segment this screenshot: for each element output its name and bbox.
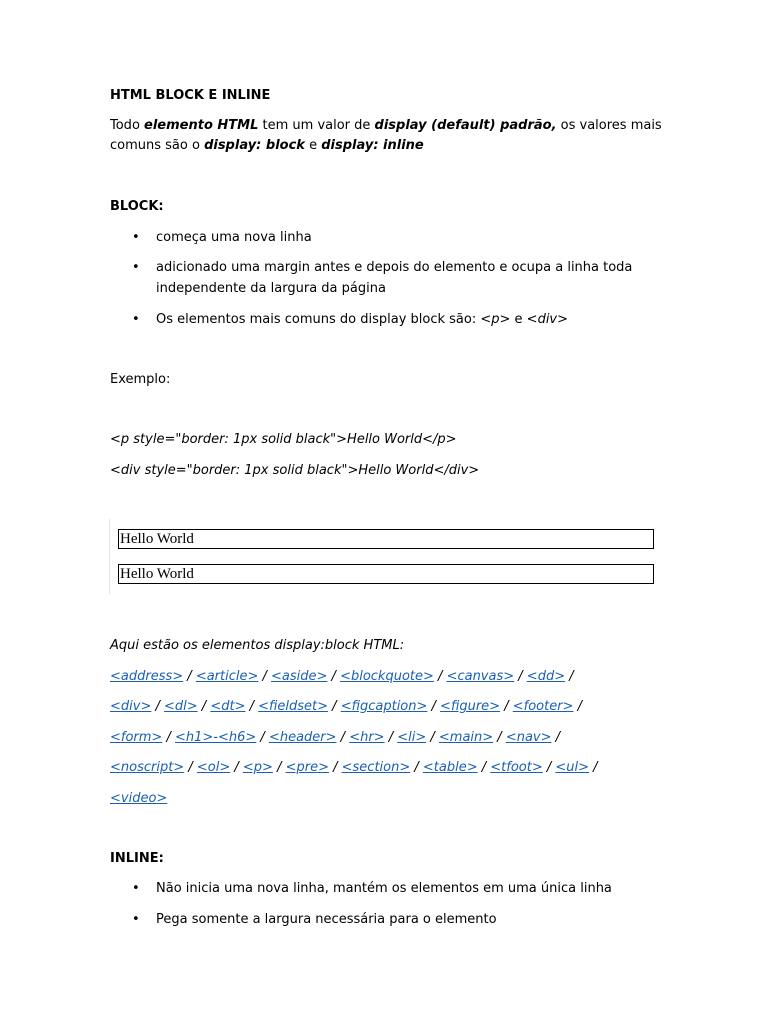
element-link[interactable]: <form> [110,730,163,745]
element-link[interactable]: <dd> [526,669,566,684]
element-link[interactable]: <table> [422,760,478,775]
intro-emphasis: elemento HTML [144,118,259,133]
separator: / [328,699,341,714]
separator: / [197,699,211,714]
intro-text: e [304,138,322,153]
tag-p: <p> [480,312,511,327]
separator: / [336,730,350,745]
element-link[interactable]: <video> [110,791,168,806]
block-item-2-line-2: independente da largura da página [156,281,386,296]
element-link[interactable]: <main> [438,730,494,745]
intro-line-1 [110,117,662,135]
bullet-icon: • [132,312,140,327]
separator: / [542,760,556,775]
element-link[interactable]: <tfoot> [490,760,543,775]
inline-heading: INLINE: [110,851,164,866]
example-label: Exemplo: [110,372,171,387]
separator: / [565,669,574,684]
bullet-icon: • [132,881,140,896]
bullet-icon: • [132,912,140,927]
separator: / [477,760,491,775]
separator: / [272,760,286,775]
elements-row-4 [110,759,598,777]
separator: / [245,699,259,714]
separator: / [433,669,447,684]
block-heading: BLOCK: [110,199,164,214]
element-link[interactable]: <hr> [349,730,385,745]
block-item-2-line-1: adicionado uma margin antes e depois do elemento e ocupa a linha toda [156,260,633,275]
example-output-box-1: Hello World [118,529,654,549]
inline-item-2: Pega somente a largura necessária para o elemento [156,912,497,927]
elements-row-1 [110,668,574,686]
element-link[interactable]: <nav> [505,730,552,745]
element-link[interactable]: <canvas> [446,669,515,684]
intro-text: comuns são o [110,138,205,153]
element-link[interactable]: <div> [110,699,152,714]
separator: / [184,760,197,775]
page-title: HTML BLOCK E INLINE [110,88,271,103]
element-link[interactable]: <address> [110,669,184,684]
code-line-2: <div style="border: 1px solid black">Hello World</div> [110,463,480,478]
separator: / [573,699,582,714]
element-link[interactable]: <aside> [271,669,328,684]
element-link[interactable]: <section> [341,760,411,775]
element-link[interactable]: <p> [242,760,273,775]
separator: / [426,730,439,745]
separator: / [514,669,527,684]
separator: / [427,699,441,714]
intro-emphasis: display (default) padrão, [374,118,557,133]
separator: / [500,699,513,714]
element-link[interactable]: <li> [397,730,427,745]
separator: / [162,730,175,745]
separator: / [384,730,398,745]
element-link[interactable]: <fieldset> [258,699,329,714]
elements-intro: Aqui estão os elementos display:block HTML: [110,638,405,653]
element-link[interactable]: <footer> [512,699,574,714]
element-link[interactable]: <header> [268,730,337,745]
bullet-icon: • [132,260,140,275]
element-link[interactable]: <dl> [164,699,198,714]
separator: / [493,730,506,745]
elements-row-2 [110,698,582,716]
separator: / [230,760,243,775]
separator: / [258,669,272,684]
block-item-1: começa uma nova linha [156,230,312,245]
element-link[interactable]: <noscript> [110,760,185,775]
inline-item-1: Não inicia uma nova linha, mantém os elementos em uma única linha [156,881,612,896]
separator: / [589,760,598,775]
intro-line-2 [110,137,424,155]
intro-text: os valores mais [556,118,662,133]
element-link[interactable]: <blockquote> [340,669,434,684]
element-link[interactable]: <h1>-<h6> [174,730,257,745]
separator: / [328,760,342,775]
element-link[interactable]: <pre> [285,760,329,775]
separator: / [410,760,423,775]
element-link[interactable]: <figcaption> [340,699,428,714]
elements-row-5 [110,790,167,808]
intro-emphasis: display: block [204,138,305,153]
intro-text: tem um valor de [258,118,375,133]
separator: / [183,669,196,684]
elements-row-3 [110,729,560,747]
separator: / [327,669,341,684]
item-text: e [510,312,527,327]
code-line-1: <p style="border: 1px solid black">Hello World</p> [110,432,457,447]
item-text: Os elementos mais comuns do display block são: [156,312,481,327]
bullet-icon: • [132,230,140,245]
example-output-box-2: Hello World [118,564,654,584]
element-link[interactable]: <ul> [555,760,590,775]
block-item-3 [156,311,568,329]
separator: / [551,730,561,745]
intro-text: Todo [110,118,145,133]
element-link[interactable]: <figure> [440,699,501,714]
element-link[interactable]: <article> [195,669,259,684]
element-link[interactable]: <dt> [210,699,246,714]
separator: / [256,730,269,745]
tag-div: <div> [526,312,569,327]
separator: / [151,699,164,714]
element-link[interactable]: <ol> [196,760,231,775]
intro-emphasis: display: inline [321,138,424,153]
